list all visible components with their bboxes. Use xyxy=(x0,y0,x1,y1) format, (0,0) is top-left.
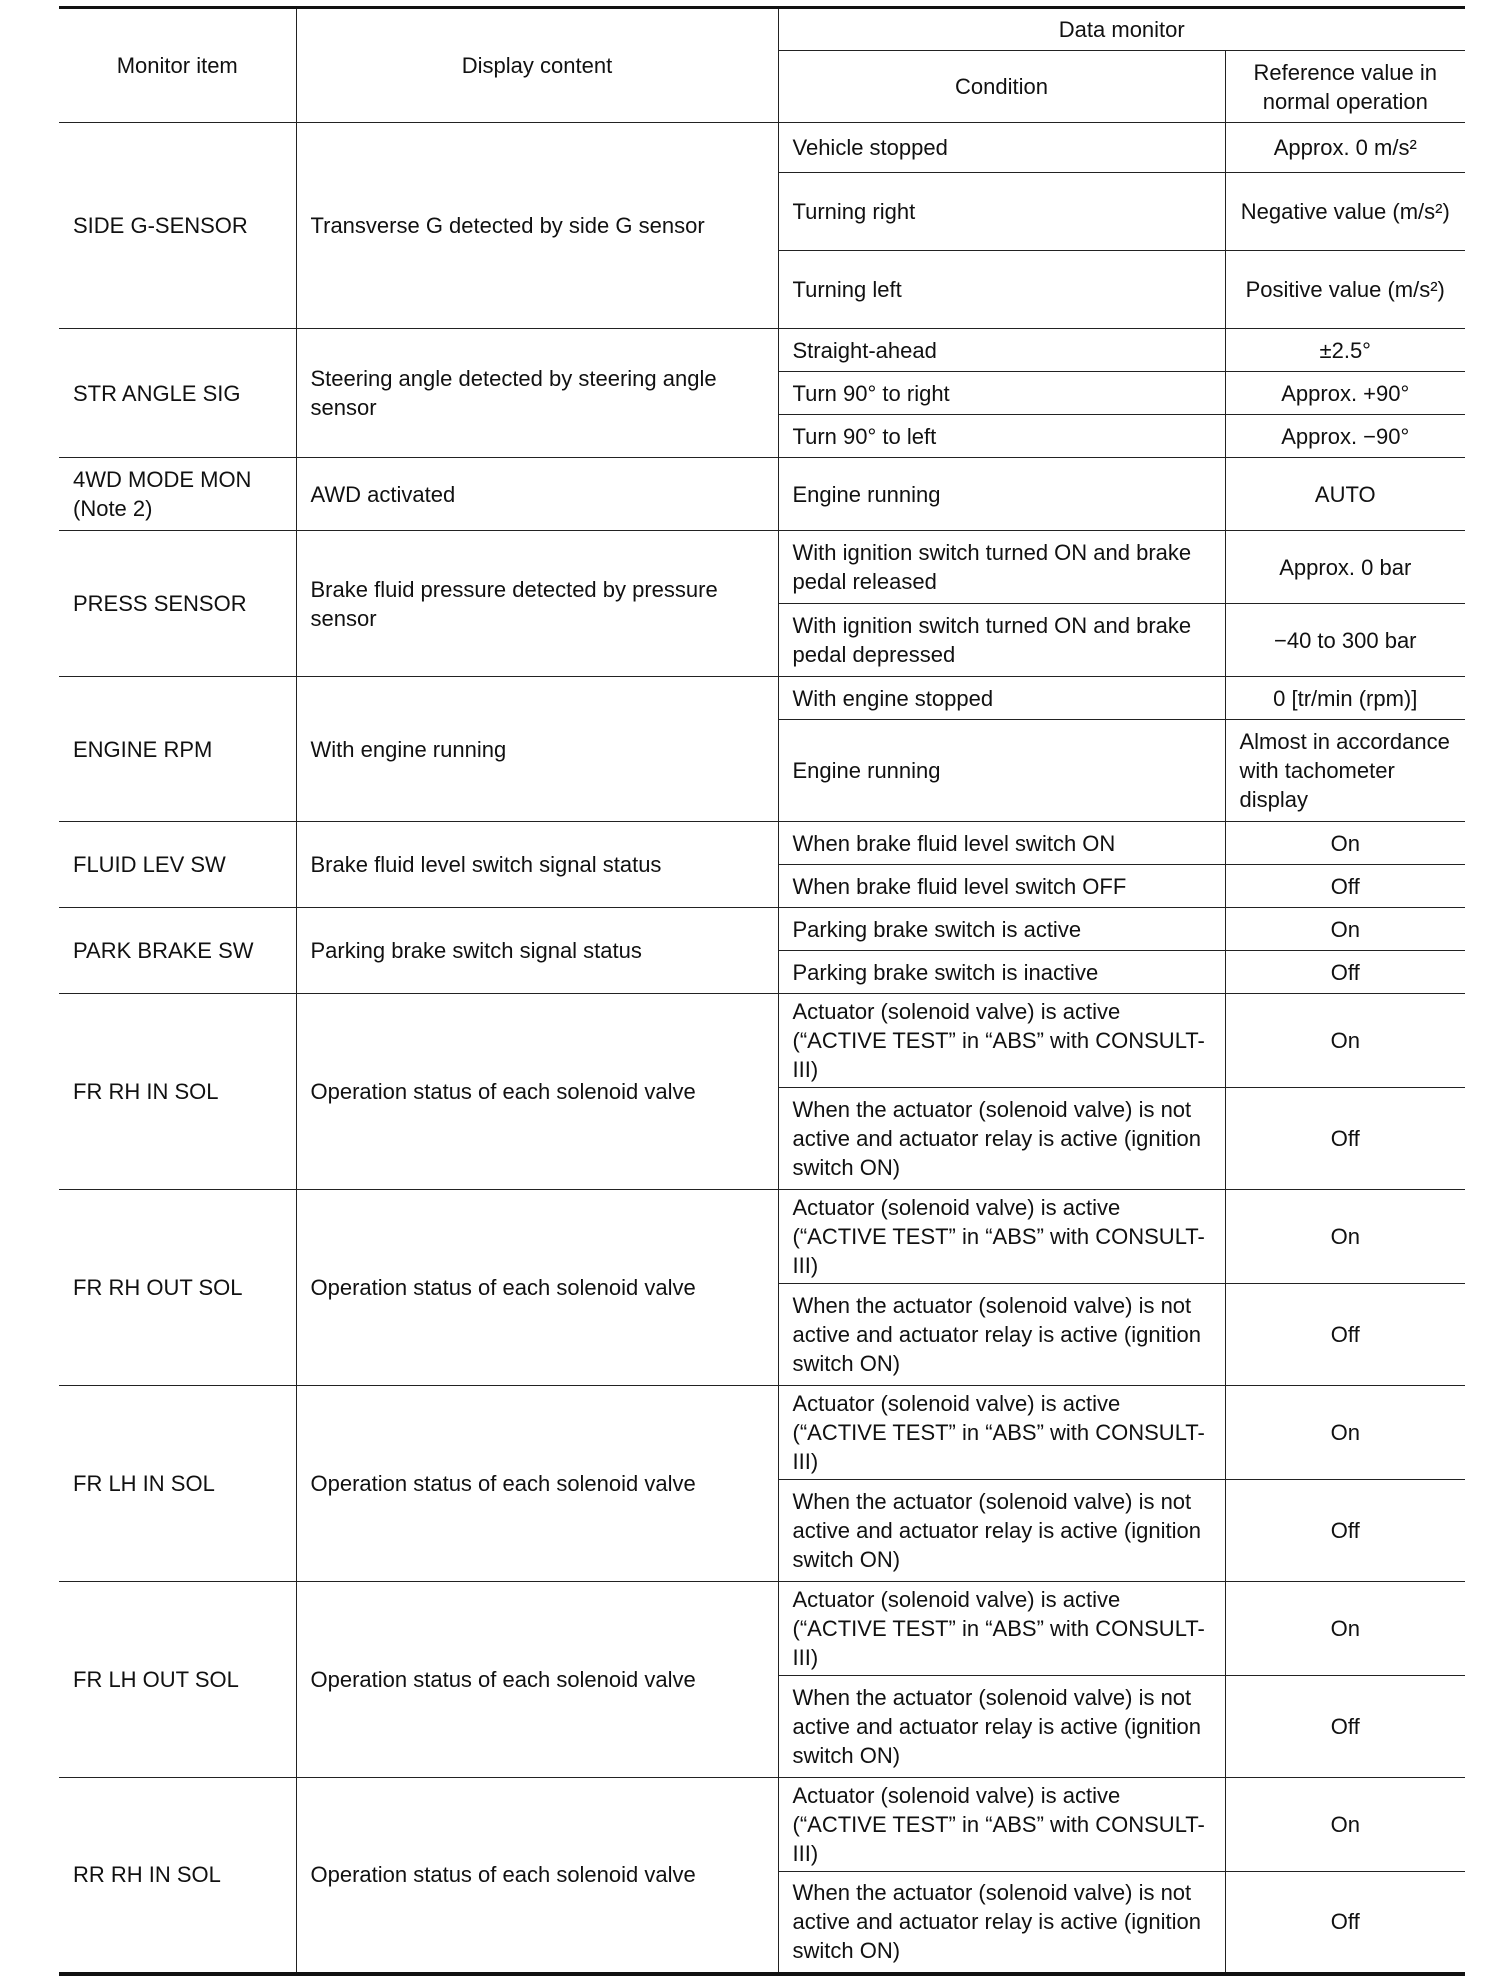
condition-cell: Actuator (solenoid valve) is active (“ACTIVE TEST” in “ABS” with CONSULT-III) xyxy=(778,1582,1225,1676)
reference-value-cell: On xyxy=(1225,994,1465,1088)
display-content-cell: Parking brake switch signal status xyxy=(296,908,778,994)
monitor-item-cell: STR ANGLE SIG xyxy=(59,329,296,458)
condition-cell: With ignition switch turned ON and brake pedal released xyxy=(778,531,1225,604)
condition-cell: Vehicle stopped xyxy=(778,123,1225,173)
condition-cell: When the actuator (solenoid valve) is not active and actuator relay is active (ignition switch ON) xyxy=(778,1088,1225,1190)
condition-cell: Actuator (solenoid valve) is active (“ACTIVE TEST” in “ABS” with CONSULT-III) xyxy=(778,994,1225,1088)
reference-value-cell: On xyxy=(1225,822,1465,865)
reference-value-cell: Negative value (m/s²) xyxy=(1225,173,1465,251)
table-row xyxy=(59,1582,1465,1676)
display-content-cell: Operation status of each solenoid valve xyxy=(296,1582,778,1778)
monitor-item-cell: FLUID LEV SW xyxy=(59,822,296,908)
condition-cell: Turning right xyxy=(778,173,1225,251)
header-monitor-item: Monitor item xyxy=(59,8,296,123)
reference-value-cell: Off xyxy=(1225,1284,1465,1386)
reference-value-cell: 0 [tr/min (rpm)] xyxy=(1225,677,1465,720)
condition-cell: Actuator (solenoid valve) is active (“ACTIVE TEST” in “ABS” with CONSULT-III) xyxy=(778,1386,1225,1480)
reference-value-cell: Off xyxy=(1225,1480,1465,1582)
condition-cell: When brake fluid level switch ON xyxy=(778,822,1225,865)
reference-value-cell: −40 to 300 bar xyxy=(1225,604,1465,677)
monitor-item-cell: PARK BRAKE SW xyxy=(59,908,296,994)
reference-value-cell: Approx. −90° xyxy=(1225,415,1465,458)
reference-value-cell: On xyxy=(1225,908,1465,951)
display-content-cell: AWD activated xyxy=(296,458,778,531)
reference-value-cell: Off xyxy=(1225,865,1465,908)
condition-cell: Turning left xyxy=(778,251,1225,329)
condition-cell: With ignition switch turned ON and brake pedal depressed xyxy=(778,604,1225,677)
condition-cell: When the actuator (solenoid valve) is not active and actuator relay is active (ignition switch ON) xyxy=(778,1284,1225,1386)
display-content-cell: Transverse G detected by side G sensor xyxy=(296,123,778,329)
reference-value-cell: Approx. 0 bar xyxy=(1225,531,1465,604)
display-content-cell: Steering angle detected by steering angle sensor xyxy=(296,329,778,458)
table-row xyxy=(59,531,1465,604)
reference-value-cell: Approx. 0 m/s² xyxy=(1225,123,1465,173)
reference-value-cell: Approx. +90° xyxy=(1225,372,1465,415)
condition-cell: Turn 90° to right xyxy=(778,372,1225,415)
monitor-item-cell: FR RH OUT SOL xyxy=(59,1190,296,1386)
display-content-cell: Brake fluid level switch signal status xyxy=(296,822,778,908)
monitor-item-cell: FR LH IN SOL xyxy=(59,1386,296,1582)
monitor-item-cell: 4WD MODE MON (Note 2) xyxy=(59,458,296,531)
display-content-cell: Operation status of each solenoid valve xyxy=(296,1386,778,1582)
table-row xyxy=(59,458,1465,531)
reference-value-cell: On xyxy=(1225,1190,1465,1284)
reference-value-cell: ±2.5° xyxy=(1225,329,1465,372)
monitor-item-cell: FR LH OUT SOL xyxy=(59,1582,296,1778)
condition-cell: When the actuator (solenoid valve) is not active and actuator relay is active (ignition switch ON) xyxy=(778,1676,1225,1778)
reference-value-cell: AUTO xyxy=(1225,458,1465,531)
table-row xyxy=(59,1190,1465,1284)
display-content-cell: Operation status of each solenoid valve xyxy=(296,994,778,1190)
table-row xyxy=(59,822,1465,865)
reference-value-cell: On xyxy=(1225,1778,1465,1872)
condition-cell: Turn 90° to left xyxy=(778,415,1225,458)
condition-cell: Actuator (solenoid valve) is active (“ACTIVE TEST” in “ABS” with CONSULT-III) xyxy=(778,1778,1225,1872)
reference-value-cell: Off xyxy=(1225,1088,1465,1190)
header-reference-value: Reference value in normal operation xyxy=(1225,51,1465,123)
condition-cell: Actuator (solenoid valve) is active (“ACTIVE TEST” in “ABS” with CONSULT-III) xyxy=(778,1190,1225,1284)
condition-cell: When the actuator (solenoid valve) is not active and actuator relay is active (ignition switch ON) xyxy=(778,1872,1225,1974)
reference-value-cell: Off xyxy=(1225,1872,1465,1974)
reference-value-cell: On xyxy=(1225,1386,1465,1480)
reference-value-cell: Off xyxy=(1225,1676,1465,1778)
condition-cell: Parking brake switch is inactive xyxy=(778,951,1225,994)
condition-cell: When the actuator (solenoid valve) is not active and actuator relay is active (ignition switch ON) xyxy=(778,1480,1225,1582)
condition-cell: Straight-ahead xyxy=(778,329,1225,372)
condition-cell: Engine running xyxy=(778,458,1225,531)
reference-value-cell: Almost in accordance with tachometer display xyxy=(1225,720,1465,822)
monitor-item-cell: PRESS SENSOR xyxy=(59,531,296,677)
condition-cell: When brake fluid level switch OFF xyxy=(778,865,1225,908)
display-content-cell: Brake fluid pressure detected by pressure sensor xyxy=(296,531,778,677)
header-row xyxy=(59,8,1465,51)
table-body xyxy=(59,123,1465,1974)
table-row xyxy=(59,908,1465,951)
display-content-cell: Operation status of each solenoid valve xyxy=(296,1190,778,1386)
condition-cell: Parking brake switch is active xyxy=(778,908,1225,951)
table-row xyxy=(59,329,1465,372)
data-monitor-table xyxy=(59,6,1465,1976)
monitor-item-cell: SIDE G-SENSOR xyxy=(59,123,296,329)
table-row xyxy=(59,1778,1465,1872)
reference-value-cell: Off xyxy=(1225,951,1465,994)
table-row xyxy=(59,677,1465,720)
table-row xyxy=(59,123,1465,173)
monitor-item-cell: ENGINE RPM xyxy=(59,677,296,822)
condition-cell: With engine stopped xyxy=(778,677,1225,720)
table-row xyxy=(59,1386,1465,1480)
header-condition: Condition xyxy=(778,51,1225,123)
table-row xyxy=(59,994,1465,1088)
monitor-item-cell: RR RH IN SOL xyxy=(59,1778,296,1974)
reference-value-cell: On xyxy=(1225,1582,1465,1676)
header-data-monitor: Data monitor xyxy=(778,8,1465,51)
display-content-cell: Operation status of each solenoid valve xyxy=(296,1778,778,1974)
display-content-cell: With engine running xyxy=(296,677,778,822)
condition-cell: Engine running xyxy=(778,720,1225,822)
reference-value-cell: Positive value (m/s²) xyxy=(1225,251,1465,329)
monitor-item-cell: FR RH IN SOL xyxy=(59,994,296,1190)
header-display-content: Display content xyxy=(296,8,778,123)
